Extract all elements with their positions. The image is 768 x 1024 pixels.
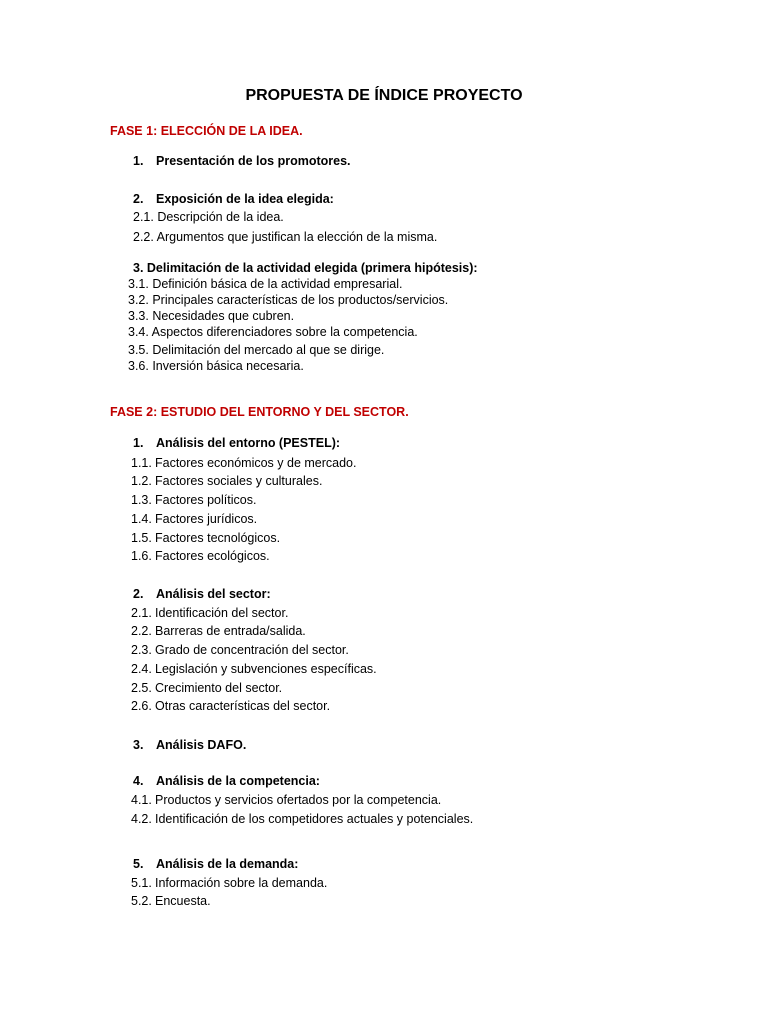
item-number: 5.2.	[131, 894, 152, 908]
item-text: Factores jurídicos.	[155, 512, 258, 526]
phase2-heading: FASE 2: ESTUDIO DEL ENTORNO Y DEL SECTOR.	[110, 405, 409, 419]
phase1-item-2-1: 2.1. Descripción de la idea.	[133, 210, 284, 224]
item-text: Legislación y subvenciones específicas.	[155, 662, 377, 676]
item-number: 2.6.	[131, 699, 152, 713]
phase2-item-2-3	[131, 642, 349, 658]
phase2-item-1-5	[131, 530, 280, 546]
section-label: Análisis de la competencia:	[156, 774, 320, 788]
section-number: 4.	[133, 774, 144, 788]
phase2-section4-heading	[133, 773, 320, 789]
phase2-item-1-2	[131, 473, 322, 489]
section-label: Análisis del sector:	[156, 587, 271, 601]
phase1-section3-heading: 3. Delimitación de la actividad elegida (primera hipótesis):	[133, 261, 478, 275]
phase2-item-1-4	[131, 511, 257, 527]
phase1-item-3-4: 3.4. Aspectos diferenciadores sobre la competencia.	[128, 325, 418, 339]
phase2-item-5-2	[131, 893, 211, 909]
item-text: Factores ecológicos.	[155, 549, 270, 563]
item-text: Factores políticos.	[155, 493, 257, 507]
item-text: Factores tecnológicos.	[155, 531, 281, 545]
item-text: Barreras de entrada/salida.	[155, 624, 306, 638]
item-number: 2.3.	[131, 643, 152, 657]
phase2-item-2-5	[131, 680, 282, 696]
phase2-item-5-1	[131, 875, 327, 891]
item-text: Factores económicos y de mercado.	[155, 456, 357, 470]
phase2-section5-heading	[133, 856, 298, 872]
section-label: Exposición de la idea elegida:	[156, 192, 334, 206]
section-number: 1.	[133, 154, 144, 168]
phase2-item-1-3	[131, 492, 256, 508]
phase2-item-4-2	[131, 811, 473, 827]
phase2-item-2-4	[131, 661, 377, 677]
item-number: 2.2.	[131, 624, 152, 638]
phase2-item-4-1	[131, 792, 441, 808]
item-text: Identificación del sector.	[155, 606, 289, 620]
phase1-item-3-6: 3.6. Inversión básica necesaria.	[128, 359, 304, 373]
phase2-section1-heading	[133, 435, 340, 451]
section-number: 1.	[133, 436, 144, 450]
phase2-item-1-1	[131, 455, 356, 471]
item-number: 1.5.	[131, 531, 152, 545]
phase2-section2-heading	[133, 586, 271, 602]
item-number: 2.5.	[131, 681, 152, 695]
section-label: Análisis de la demanda:	[156, 857, 299, 871]
item-text: Crecimiento del sector.	[155, 681, 283, 695]
phase2-item-2-1	[131, 605, 288, 621]
item-number: 1.3.	[131, 493, 152, 507]
item-number: 2.1.	[131, 606, 152, 620]
phase2-item-2-6	[131, 698, 330, 714]
item-number: 5.1.	[131, 876, 152, 890]
phase1-item-2-2: 2.2. Argumentos que justifican la elección de la misma.	[133, 230, 438, 244]
item-number: 1.4.	[131, 512, 152, 526]
section-label: Análisis DAFO.	[156, 738, 247, 752]
phase1-item-3-3: 3.3. Necesidades que cubren.	[128, 309, 295, 323]
item-number: 2.4.	[131, 662, 152, 676]
phase2-item-2-2	[131, 623, 306, 639]
item-text: Encuesta.	[155, 894, 211, 908]
section-number: 3.	[133, 738, 144, 752]
item-text: Identificación de los competidores actuales y potenciales.	[155, 812, 474, 826]
item-number: 4.1.	[131, 793, 152, 807]
phase1-heading: FASE 1: ELECCIÓN DE LA IDEA.	[110, 124, 303, 138]
item-text: Grado de concentración del sector.	[155, 643, 349, 657]
item-text: Factores sociales y culturales.	[155, 474, 323, 488]
phase1-section2-heading	[133, 191, 334, 207]
section-number: 5.	[133, 857, 144, 871]
section-number: 2.	[133, 587, 144, 601]
phase1-section1-heading	[133, 153, 351, 169]
item-text: Información sobre la demanda.	[155, 876, 328, 890]
section-label: Análisis del entorno (PESTEL):	[156, 436, 341, 450]
phase1-item-3-1: 3.1. Definición básica de la actividad empresarial.	[128, 277, 403, 291]
page-title: PROPUESTA DE ÍNDICE PROYECTO	[245, 87, 523, 104]
phase2-item-1-6	[131, 548, 270, 564]
item-number: 1.6.	[131, 549, 152, 563]
item-number: 4.2.	[131, 812, 152, 826]
phase2-section3-heading	[133, 737, 246, 753]
phase1-item-3-5: 3.5. Delimitación del mercado al que se dirige.	[128, 343, 385, 357]
item-number: 1.1.	[131, 456, 152, 470]
section-label: Presentación de los promotores.	[156, 154, 351, 168]
phase1-item-3-2: 3.2. Principales características de los productos/servicios.	[128, 293, 449, 307]
item-number: 1.2.	[131, 474, 152, 488]
section-number: 2.	[133, 192, 144, 206]
item-text: Productos y servicios ofertados por la competencia.	[155, 793, 442, 807]
item-text: Otras características del sector.	[155, 699, 331, 713]
